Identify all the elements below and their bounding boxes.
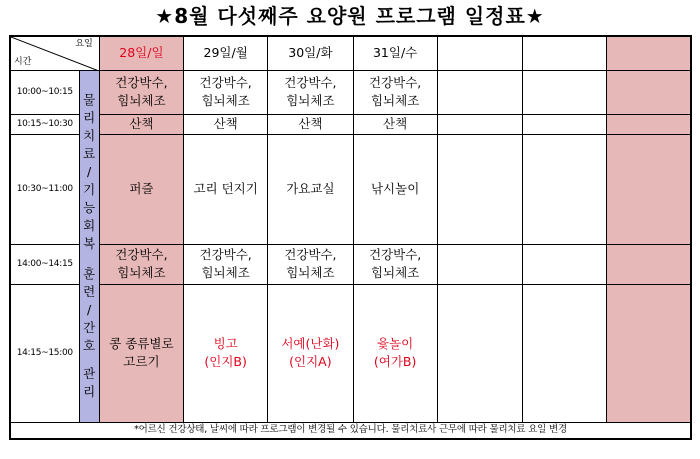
header-row [10,36,691,70]
corner-time-label: 시간 [14,56,32,67]
empty-cell [437,70,522,114]
empty-cell [437,284,522,422]
program-cell: 콩 종류별로 고르기 [99,284,183,422]
empty-cell [437,134,522,244]
corner-day-label: 요일 [75,39,93,49]
footnote-row [10,422,691,439]
table-row [10,70,691,114]
program-cell: 건강박수, 힘뇌체조 [268,70,353,114]
day-header-mon: 29일/월 [184,36,268,70]
table-row [10,284,691,422]
table-row [10,134,691,244]
empty-cell [607,114,691,134]
empty-cell [523,114,607,134]
empty-cell [523,134,607,244]
day-header-wed: 31일/수 [353,36,437,70]
program-cell: 빙고 (인지B) [184,284,268,422]
empty-cell [607,134,691,244]
empty-cell [523,244,607,284]
program-cell: 건강박수, 힘뇌체조 [99,70,183,114]
day-header-tue: 30일/화 [268,36,353,70]
program-cell: 퍼즐 [99,134,183,244]
side-category-label: 물 리 치 료 / 기 능 회 복 훈 련 / 간 호 관 리 [79,70,99,422]
footnote: *어르신 건강상태, 날씨에 따라 프로그램이 변경될 수 있습니다. 물리치료사 근무에 따라 물리치료 요일 변경 [10,422,691,439]
program-cell: 산책 [99,114,183,134]
program-cell: 건강박수, 힘뇌체조 [99,244,183,284]
empty-cell [523,70,607,114]
day-header-empty-1 [437,36,522,70]
program-cell: 건강박수, 힘뇌체조 [184,244,268,284]
schedule-table [9,35,692,440]
time-cell: 14:15~15:00 [10,284,79,422]
empty-cell [607,284,691,422]
time-cell: 10:00~10:15 [10,70,79,114]
program-cell: 건강박수, 힘뇌체조 [353,70,437,114]
table-row [10,244,691,284]
program-cell: 산책 [353,114,437,134]
program-cell: 가요교실 [268,134,353,244]
program-cell: 건강박수, 힘뇌체조 [184,70,268,114]
program-cell: 산책 [268,114,353,134]
program-cell: 건강박수, 힘뇌체조 [268,244,353,284]
day-header-empty-2 [523,36,607,70]
program-cell: 서예(난화) (인지A) [268,284,353,422]
program-cell: 낚시놀이 [353,134,437,244]
table-row [10,114,691,134]
empty-cell [523,284,607,422]
time-cell: 10:30~11:00 [10,134,79,244]
empty-cell [607,244,691,284]
day-header-sun: 28일/일 [99,36,183,70]
day-header-empty-3 [607,36,691,70]
empty-cell [437,114,522,134]
time-cell: 10:15~10:30 [10,114,79,134]
page-title: ★8월 다섯째주 요양원 프로그램 일정표★ [155,4,545,28]
program-cell: 윷놀이 (여가B) [353,284,437,422]
program-cell: 건강박수, 힘뇌체조 [353,244,437,284]
time-cell: 14:00~14:15 [10,244,79,284]
empty-cell [607,70,691,114]
program-cell: 산책 [184,114,268,134]
empty-cell [437,244,522,284]
corner-header-cell [10,36,99,70]
program-cell: 고리 던지기 [184,134,268,244]
